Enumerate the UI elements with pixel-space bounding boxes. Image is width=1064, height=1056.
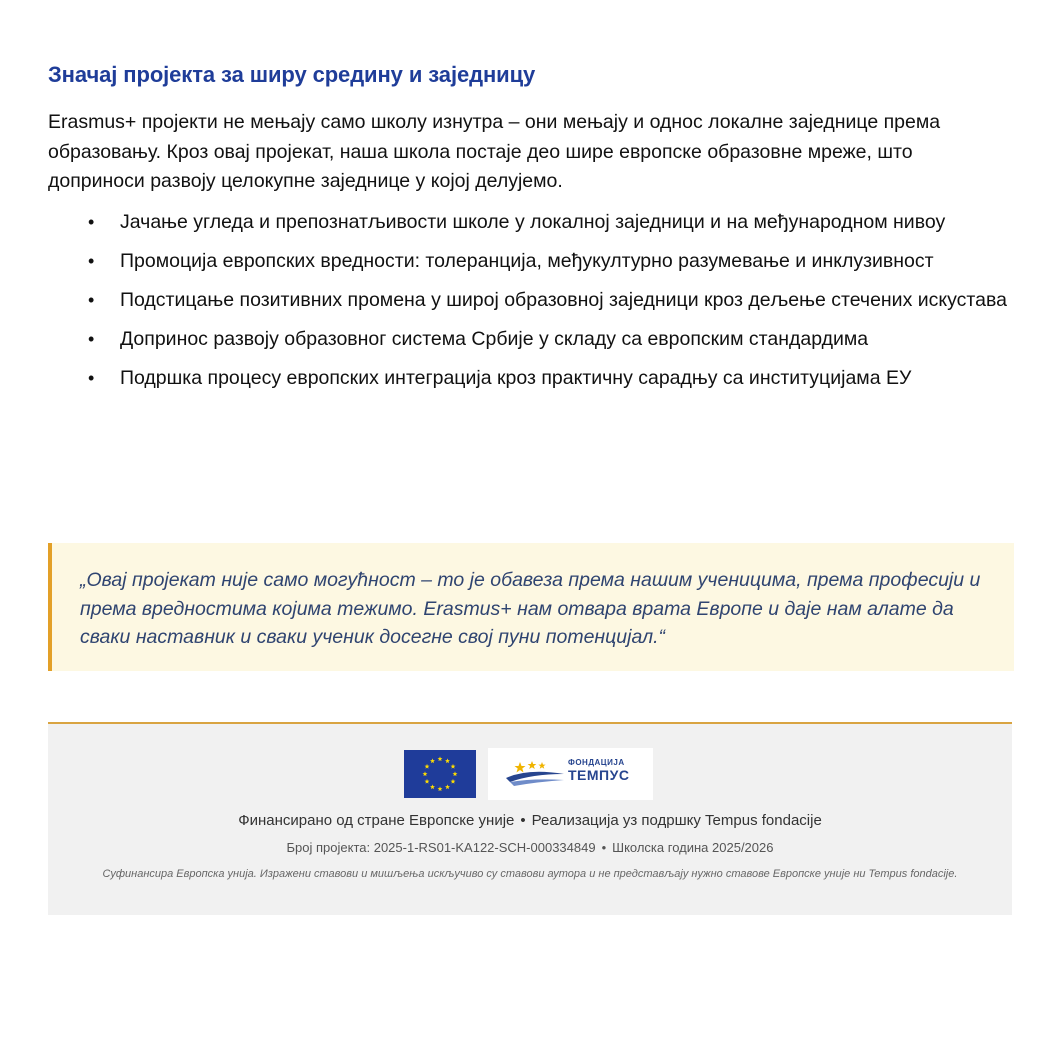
eu-star (453, 771, 458, 776)
realized-text: Реализација уз подршку Tempus fondacije (531, 812, 822, 829)
separator-dot-icon: • (520, 812, 526, 829)
list-item: • Јачање угледа и препознатљивости школе у локалној заједници и на међународном нивоу (48, 208, 1014, 237)
intro-paragraph: Erasmus+ пројекти не мењају само школу изнутра – они мењају и однос локалне заједнице према образовању. Кроз овај пројекат, наша школа постаје део шире европске образовне мреже, што доприноси развоју целокупне заједнице у којој делујемо. (48, 111, 941, 192)
list-item: • Промоција европских вредности: толеранција, међукултурно разумевање и инклузивност (48, 247, 1014, 276)
quote-box (48, 543, 1014, 671)
eu-flag-icon (404, 750, 476, 798)
list-item: • Подршка процесу европских интеграција кроз практичну сарадњу са институцијама ЕУ (48, 364, 1014, 393)
separator-dot-icon: • (601, 840, 607, 855)
section-heading: Значај пројекта за ширу средину и заједницу (48, 62, 536, 87)
logos (404, 748, 653, 800)
eu-star (425, 764, 430, 769)
eu-star (425, 779, 430, 784)
eu-star (445, 784, 450, 789)
bullet-icon: • (88, 329, 95, 349)
eu-star (451, 764, 456, 769)
benefits-list (48, 208, 1014, 403)
bullet-icon: • (88, 212, 95, 232)
list-item: • Допринос развоју образовног система Србије у складу са европским стандардима (48, 325, 1014, 354)
bullet-icon: • (88, 251, 95, 271)
funded-text: Финансирано од стране Европске уније (238, 812, 515, 829)
tempus-logo-small-text: ФОНДАЦИЈА (568, 758, 625, 767)
footer (48, 722, 1012, 915)
project-info-line (48, 840, 1012, 855)
quote-text: „Овај пројекат није само могућност – то је обавеза према нашим ученицима, према професији и према вредностима којима тежимо. Erasmus+ нам отвара врата Европе и даје нам алате да сваки наставник и сваки ученик досегне свој пуни потенцијал.“ (80, 569, 981, 648)
bullet-icon: • (88, 290, 95, 310)
eu-star (445, 758, 450, 763)
project-number: Број пројекта: 2025-1-RS01-KA122-SCH-000334849 (286, 840, 596, 855)
disclaimer: Суфинансира Европска унија. Изражени ставови и мишљења искључиво су ставови аутора и не представљају нужно ставове Европске уније ни Tempus fondacije. (102, 868, 958, 880)
eu-star (438, 756, 443, 761)
tempus-logo-icon (488, 748, 653, 800)
bullet-icon: • (88, 368, 95, 388)
eu-star (451, 779, 456, 784)
list-item: • Подстицање позитивних промена у широј образовној заједници кроз дељење стечених искустава (48, 286, 1014, 315)
eu-star (423, 771, 428, 776)
school-year: Школска година 2025/2026 (612, 840, 774, 855)
eu-star (430, 758, 435, 763)
eu-star (430, 784, 435, 789)
eu-star (438, 786, 443, 791)
funding-line (48, 812, 1012, 829)
tempus-logo-big-text: ТЕМПУС (568, 767, 630, 783)
